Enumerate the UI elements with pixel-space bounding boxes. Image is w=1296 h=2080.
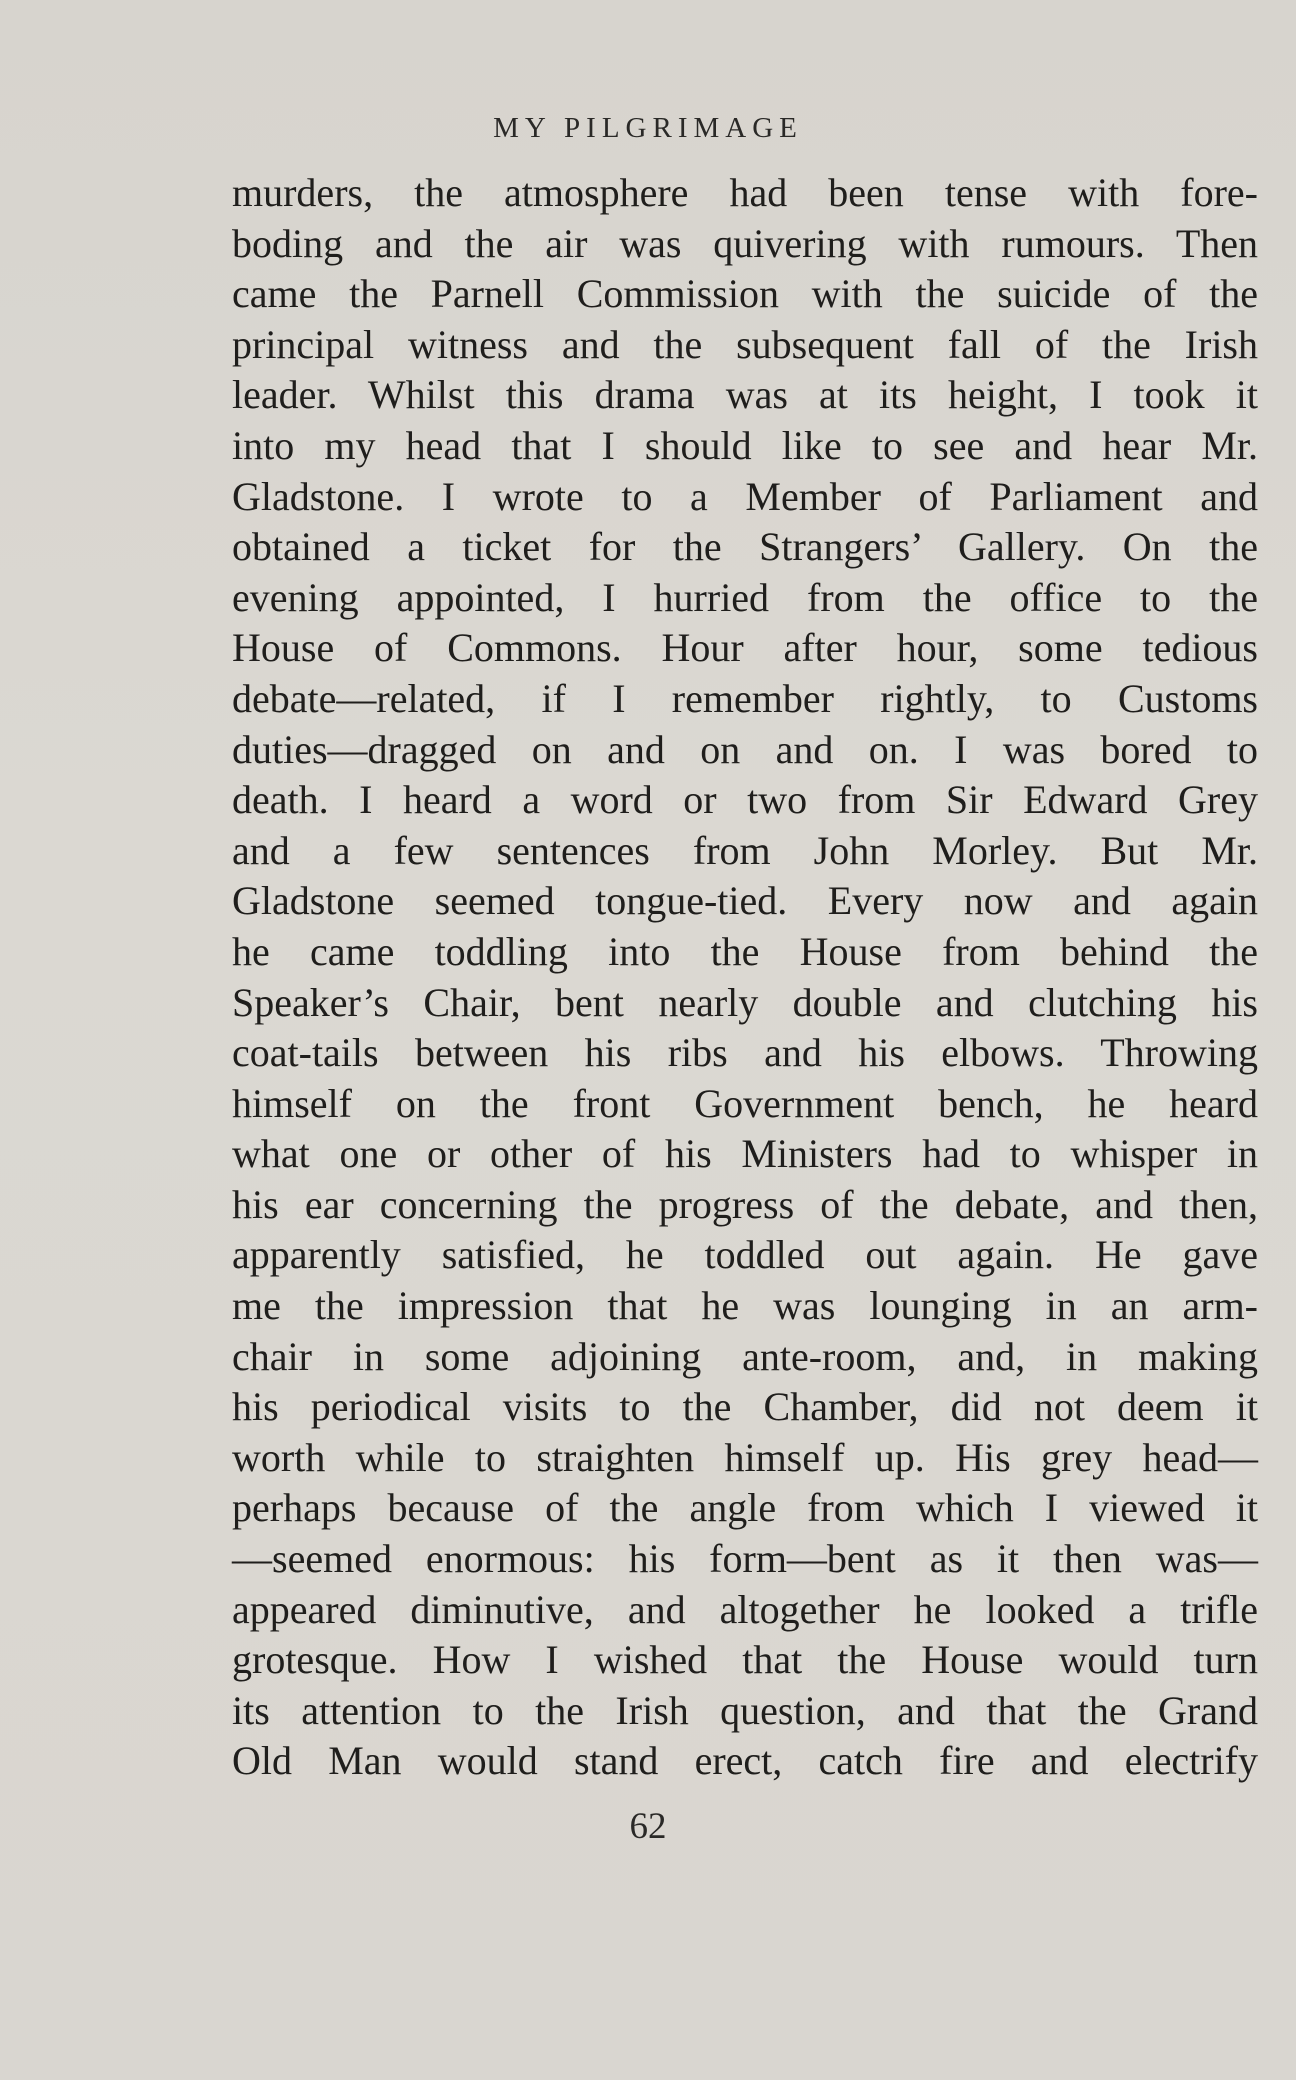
body-text [232,168,1258,1787]
text-line: what one or other of his Ministers had to whisper in [232,1131,1258,1177]
text-line: apparently satisfied, he toddled out again. He gave [232,1232,1258,1278]
running-head: MY PILGRIMAGE [493,112,803,144]
text-line: duties—dragged on and on and on. I was bored to [232,726,1258,772]
text-line: Speaker’s Chair, bent nearly double and clutching his [232,979,1258,1025]
text-line: himself on the front Government bench, he heard [232,1080,1258,1126]
text-line: boding and the air was quivering with rumours. Then [232,220,1258,266]
text-line: obtained a ticket for the Strangers’ Gallery. On the [232,524,1258,570]
text-line: and a few sentences from John Morley. But Mr. [232,827,1258,873]
text-line: came the Parnell Commission with the suicide of the [232,271,1258,317]
text-line: Gladstone. I wrote to a Member of Parliament and [232,473,1258,519]
text-line: into my head that I should like to see and hear Mr. [232,422,1258,468]
text-line: House of Commons. Hour after hour, some tedious [232,625,1258,671]
text-line: —seemed enormous: his form—bent as it then was— [232,1536,1258,1582]
text-line: coat-tails between his ribs and his elbows. Throwing [232,1030,1258,1076]
text-line: he came toddling into the House from behind the [232,928,1258,974]
text-line: grotesque. How I wished that the House would turn [232,1637,1258,1683]
text-line: Gladstone seemed tongue-tied. Every now and again [232,878,1258,924]
text-line: his ear concerning the progress of the debate, and then, [232,1181,1258,1227]
text-line: its attention to the Irish question, and that the Grand [232,1687,1258,1733]
text-line: principal witness and the subsequent fall of the Irish [232,321,1258,367]
text-line: death. I heard a word or two from Sir Edward Grey [232,777,1258,823]
text-line: chair in some adjoining ante-room, and, in making [232,1333,1258,1379]
text-line: evening appointed, I hurried from the office to the [232,574,1258,620]
text-line: worth while to straighten himself up. His grey head— [232,1434,1258,1480]
page-number: 62 [629,1806,667,1847]
text-line: his periodical visits to the Chamber, did not deem it [232,1384,1258,1430]
text-line: perhaps because of the angle from which I viewed it [232,1485,1258,1531]
text-line: debate—related, if I remember rightly, to Customs [232,675,1258,721]
text-line: Old Man would stand erect, catch fire and electrify [232,1738,1258,1784]
text-line: appeared diminutive, and altogether he looked a trifle [232,1586,1258,1632]
text-line: me the impression that he was lounging in an arm- [232,1283,1258,1329]
text-line: leader. Whilst this drama was at its height, I took it [232,372,1258,418]
text-line: murders, the atmosphere had been tense with fore- [232,170,1258,215]
